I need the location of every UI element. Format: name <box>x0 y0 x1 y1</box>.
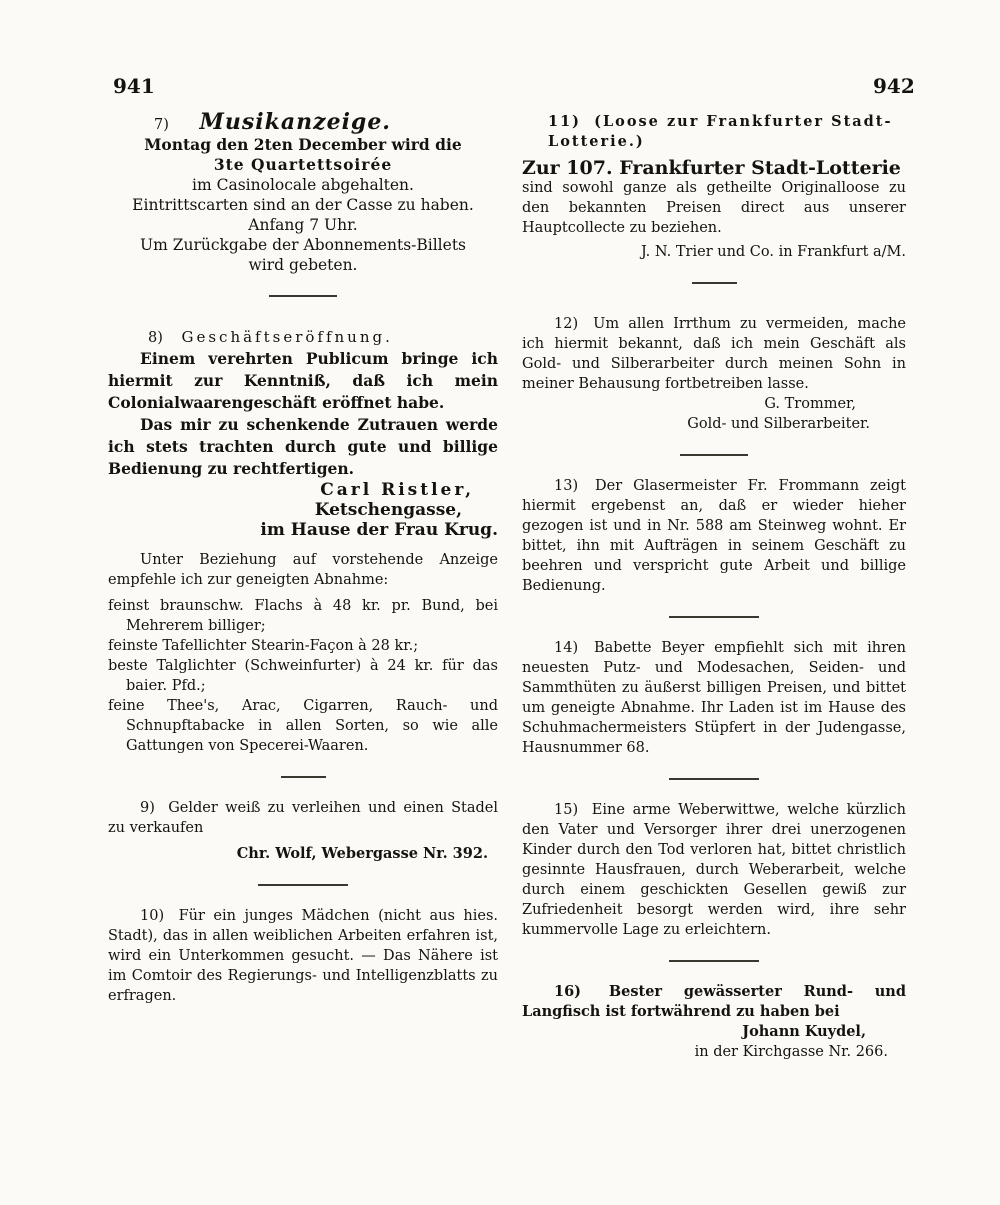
ad-9-money-lending <box>108 798 498 864</box>
signature-name: Johann Kuydel, <box>742 1023 866 1040</box>
ad-text: Für ein junges Mädchen (nicht aus hies. Stadt), das in allen weiblichen Arbeiten erfahren ist, wird ein Unterkommen gesucht. — Das Nähere ist im Comtoir des Regierungs- und Intelligenzblatts zu erfragen. <box>108 908 499 1004</box>
ad-headline: Zur 107. Frankfurter Stadt-Lotterie <box>522 157 901 179</box>
ad-number: 11) <box>548 113 582 130</box>
page-number-right: 942 <box>873 74 915 98</box>
ad-text: Um allen Irrthum zu vermeiden, mache ich hiermit bekannt, daß ich mein Geschäft als Gold- und Silberarbeiter durch meinen Sohn in meiner Behausung fortbetreiben lasse. <box>522 316 906 392</box>
ad-title: (Loose zur Frankfurter Stadt-Lotterie.) <box>548 113 893 150</box>
ad-number: 8) <box>148 330 163 346</box>
signature: J. N. Trier und Co. in Frankfurt a/M. <box>640 244 906 260</box>
ad-number: 7) <box>154 117 169 133</box>
ad-line: im Casinolocale abgehalten. <box>192 176 414 194</box>
ad-16-fish <box>522 982 906 1062</box>
ad-line: Montag den 2ten December wird die <box>144 135 462 154</box>
ad-text: Bester gewässerter Rund- und Langfisch ist fortwährend zu haben bei <box>522 983 906 1020</box>
ad-11-lottery <box>522 112 906 262</box>
ad-14-milliner <box>522 638 906 758</box>
ad-title: Musikanzeige. <box>199 109 391 135</box>
ad-number: 14) <box>554 640 579 656</box>
signature-role: Gold- und Silberarbeiter. <box>687 416 870 432</box>
ad-number: 9) <box>140 800 155 816</box>
ad-number: 13) <box>554 478 579 494</box>
ad-10-position-wanted <box>108 906 498 1006</box>
ad-text: Der Glasermeister Fr. Frommann zeigt hiermit ergebenst an, daß er wieder hieher gezogen ist und in Nr. 588 am Steinweg wohnt. Er bittet, ihn mit Aufträgen in seinem Geschäft zu beehren und verspricht gute Arbeit und billige Bedienung. <box>522 478 906 594</box>
ad-number: 16) <box>554 983 582 1000</box>
list-item: feine Thee's, Arac, Cigarren, Rauch- und Schnupftabacke in allen Sorten, so wie alle Gattungen von Specerei-Waaren. <box>108 698 498 754</box>
signature-house: im Hause der Frau Krug. <box>260 520 498 540</box>
ad-title: Geschäftseröffnung. <box>181 328 393 346</box>
ad-paragraph: Einem verehrten Publicum bringe ich hiermit zur Kenntniß, daß ich mein Colonialwaarengeschäft eröffnet habe. <box>108 349 498 412</box>
ad-line: Anfang 7 Uhr. <box>248 216 358 234</box>
ad-paragraph: Unter Beziehung auf vorstehende Anzeige empfehle ich zur geneigten Abnahme: <box>108 552 498 588</box>
signature: Chr. Wolf, Webergasse Nr. 392. <box>236 845 488 862</box>
ad-line: 3te Quartettsoirée <box>213 155 393 174</box>
ad-number: 15) <box>554 802 579 818</box>
ad-text: Gelder weiß zu verleihen und einen Stadel zu verkaufen <box>108 800 498 836</box>
ad-text: Eine arme Weberwittwe, welche kürzlich den Vater und Versorger ihrer drei unerzogenen Kinder durch den Tod verloren hat, bittet christlich gesinnte Hausfrauen, durch Weberarbeit, welche durch einem geschickten Gesellen gewiß zur Zufriedenheit besorgt werden wird, ihre sehr kummervolle Lage zu erleichtern. <box>522 802 906 938</box>
right-column <box>522 112 906 1062</box>
list-item: feinst braunschw. Flachs à 48 kr. pr. Bund, bei Mehrerem billiger; <box>108 598 498 634</box>
ad-13-glazier <box>522 476 906 596</box>
ad-8-business-opening <box>108 327 498 756</box>
ad-line: Um Zurückgabe der Abonnements-Billets <box>140 236 466 254</box>
ad-line: Eintrittscarten sind an der Casse zu haben. <box>132 196 474 214</box>
ad-number: 10) <box>140 908 165 924</box>
ad-text: sind sowohl ganze als getheilte Originalloose zu den bekannten Preisen direct aus unserer Hauptcollecte zu beziehen. <box>522 180 906 236</box>
left-column <box>108 109 499 1006</box>
ad-number: 12) <box>554 316 579 332</box>
ad-12-goldsmith <box>522 314 906 434</box>
ad-line: wird gebeten. <box>248 256 358 274</box>
ad-text: Babette Beyer empfiehlt sich mit ihren neuesten Putz- und Modesachen, Seiden- und Sammthüten zu äußerst billigen Preisen, und bittet um geneigte Abnahme. Ihr Laden ist im Hause des Schuhmachermeisters Stüpfert in der Judengasse, Hausnummer 68. <box>522 640 906 756</box>
signature-street: Ketschengasse, <box>314 500 462 520</box>
ad-15-widow-appeal <box>522 800 906 940</box>
signature-name: Carl Ristler, <box>320 480 474 500</box>
ad-paragraph: Das mir zu schenkende Zutrauen werde ich stets trachten durch gute und billige Bedienung zu rechtfertigen. <box>108 415 498 478</box>
list-item: beste Talglichter (Schweinfurter) à 24 kr. für das baier. Pfd.; <box>108 658 498 694</box>
ad-7-music <box>108 109 498 275</box>
signature-name: G. Trommer, <box>764 396 856 412</box>
list-item: feinste Tafellichter Stearin-Façon à 28 kr.; <box>108 638 419 654</box>
signature-address: in der Kirchgasse Nr. 266. <box>694 1044 888 1060</box>
page-number-left: 941 <box>113 74 155 98</box>
